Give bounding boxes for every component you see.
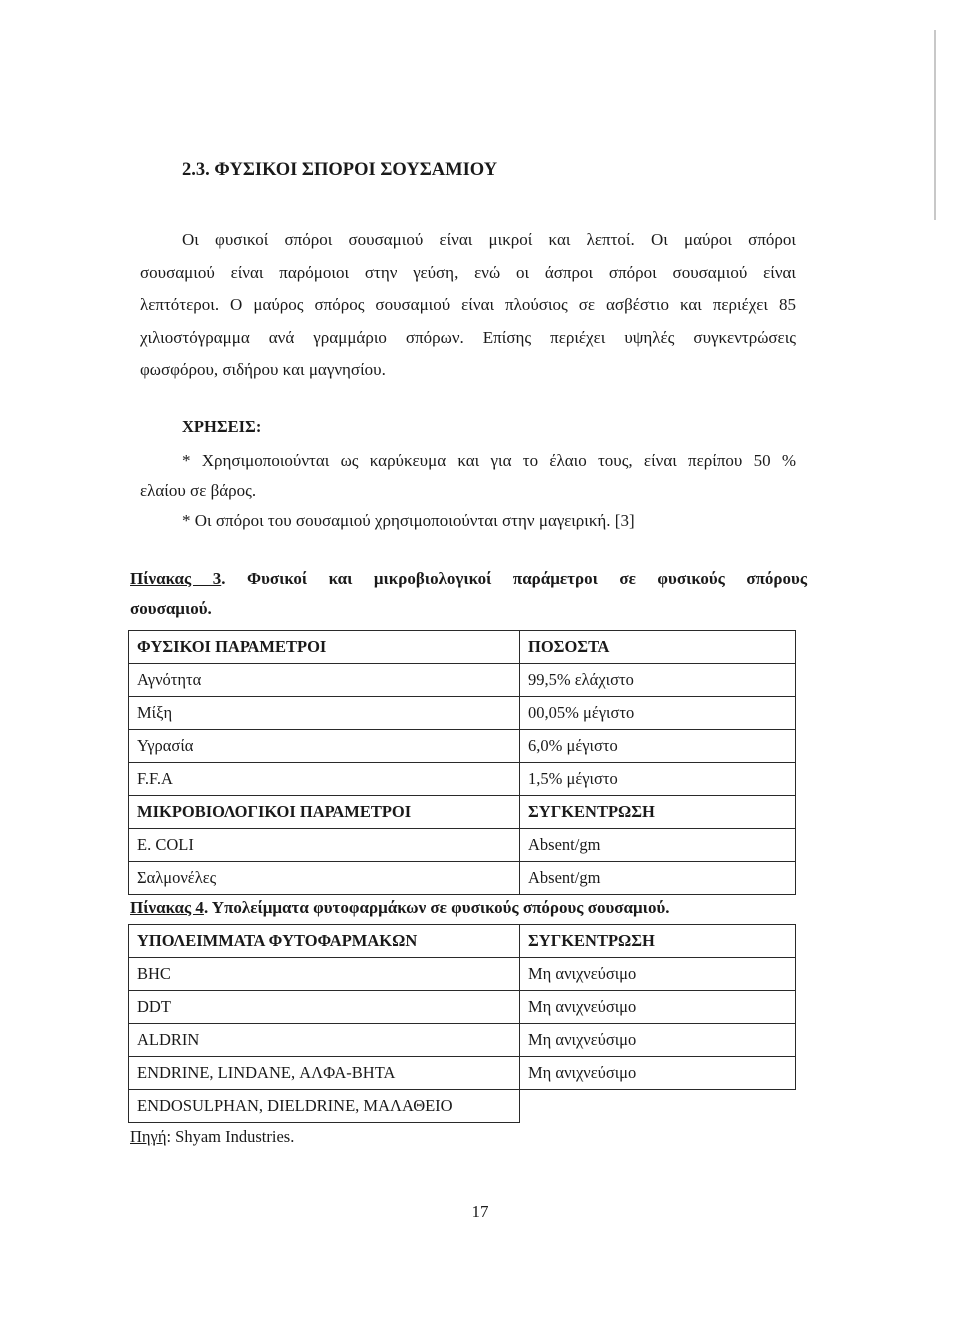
paragraph-line: χιλιοστόγραμμα ανά γραμμάριο σπόρων. Επίσης περιέχει υψηλές συγκεντρώσεις (140, 327, 796, 347)
table-row (129, 925, 796, 958)
table3-caption-text: . Φυσικοί και μικροβιολογικοί παράμετροι σε φυσικούς σπόρους (221, 569, 807, 588)
table3-caption-line-1 (130, 564, 807, 594)
section-title: 2.3. ΦΥΣΙΚΟΙ ΣΠΟΡΟΙ ΣΟΥΣΑΜΙΟΥ (182, 160, 498, 180)
table-cell: 00,05% μέγιστο (520, 697, 796, 730)
page-number: 17 (471, 1202, 489, 1221)
table-cell: 6,0% μέγιστο (520, 730, 796, 763)
paragraph-line: Οι φυσικοί σπόροι σουσαμιού είναι μικροί και λεπτοί. Οι μαύροι σπόροι (182, 230, 796, 249)
uses-item-2: * Οι σπόροι του σουσαμιού χρησιμοποιούνται στην μαγειρική. [3] (182, 511, 635, 530)
table-row (129, 862, 796, 895)
table-cell: Αγνότητα (129, 664, 520, 697)
table4 (128, 924, 796, 1123)
table4-caption-text: . Υπολείμματα φυτοφαρμάκων σε φυσικούς σπόρους σουσαμιού. (203, 898, 670, 917)
table-cell: E. COLI (129, 829, 520, 862)
table3-label: Πίνακας 3 (130, 569, 222, 588)
table-cell: Υγρασία (129, 730, 520, 763)
table-cell: ΣΥΓΚΕΝΤΡΩΣΗ (520, 796, 796, 829)
table-cell: Μίξη (129, 697, 520, 730)
table-row (129, 1090, 796, 1123)
table-cell: Μη ανιχνεύσιμο (520, 958, 796, 991)
table-cell: F.F.A (129, 763, 520, 796)
table-row (129, 631, 796, 664)
paragraph-line: σουσαμιού είναι παρόμοιοι στην γεύση, ενώ οι άσπροι σπόροι σουσαμιού είναι (140, 262, 796, 282)
table-row (129, 796, 796, 829)
table-cell: 99,5% ελάχιστο (520, 664, 796, 697)
table-cell: DDT (129, 991, 520, 1024)
uses-list (140, 446, 796, 536)
table-row (129, 730, 796, 763)
table3 (128, 630, 796, 895)
table-cell: Σαλμονέλες (129, 862, 520, 895)
table-cell: ΣΥΓΚΕΝΤΡΩΣΗ (520, 925, 796, 958)
paragraph-line: φωσφόρου, σιδήρου και μαγνησίου. (140, 360, 386, 379)
table-row (129, 991, 796, 1024)
uses-item-1-line-1: * Χρησιμοποιούνται ως καρύκευμα και για το έλαιο τους, είναι περίπου 50 % (182, 451, 796, 470)
table-cell: ΥΠΟΛΕΙΜΜΑΤΑ ΦΥΤΟΦΑΡΜΑΚΩΝ (129, 925, 520, 958)
table-cell: Μη ανιχνεύσιμο (520, 1024, 796, 1057)
table4-caption (130, 893, 807, 923)
table3-caption (130, 564, 807, 624)
table-row (129, 697, 796, 730)
table-row (129, 958, 796, 991)
table-row (129, 664, 796, 697)
table-cell: BHC (129, 958, 520, 991)
uses-item-1-line-2: ελαίου σε βάρος. (140, 481, 257, 500)
table-row (129, 763, 796, 796)
table-row (129, 829, 796, 862)
table3-caption-line-2: σουσαμιού. (130, 599, 212, 618)
uses-title: ΧΡΗΣΕΙΣ: (182, 417, 262, 436)
table-cell: Μη ανιχνεύσιμο (520, 991, 796, 1024)
table-cell: ENDOSULPHAN, DIELDRINE, ΜΑΛΑΘΕΙΟ (129, 1090, 520, 1123)
table-cell: Absent/gm (520, 862, 796, 895)
source-text: : Shyam Industries. (166, 1127, 295, 1146)
paragraph-line: λεπτότεροι. Ο μαύρος σπόρος σουσαμιού είναι πλούσιος σε ασβέστιο και περιέχει 85 (140, 295, 796, 314)
table-cell: ALDRIN (129, 1024, 520, 1057)
source-note (130, 1127, 294, 1147)
table-cell: Absent/gm (520, 829, 796, 862)
intro-paragraph (140, 224, 796, 387)
table-row (129, 1057, 796, 1090)
table-cell (520, 1090, 796, 1123)
table-cell: ENDRINE, LINDANE, ΑΛΦΑ-ΒΗΤΑ (129, 1057, 520, 1090)
table-cell: ΠΟΣΟΣΤΑ (520, 631, 796, 664)
table-cell: 1,5% μέγιστο (520, 763, 796, 796)
table-cell: Μη ανιχνεύσιμο (520, 1057, 796, 1090)
scan-edge-line (934, 30, 936, 220)
table4-caption-line (130, 893, 807, 923)
table-cell: ΜΙΚΡΟΒΙΟΛΟΓΙΚΟΙ ΠΑΡΑΜΕΤΡΟΙ (129, 796, 520, 829)
table-cell: ΦΥΣΙΚΟΙ ΠΑΡΑΜΕΤΡΟΙ (129, 631, 520, 664)
source-label: Πηγή (130, 1127, 167, 1146)
table-row (129, 1024, 796, 1057)
table4-label: Πίνακας 4 (130, 898, 204, 917)
